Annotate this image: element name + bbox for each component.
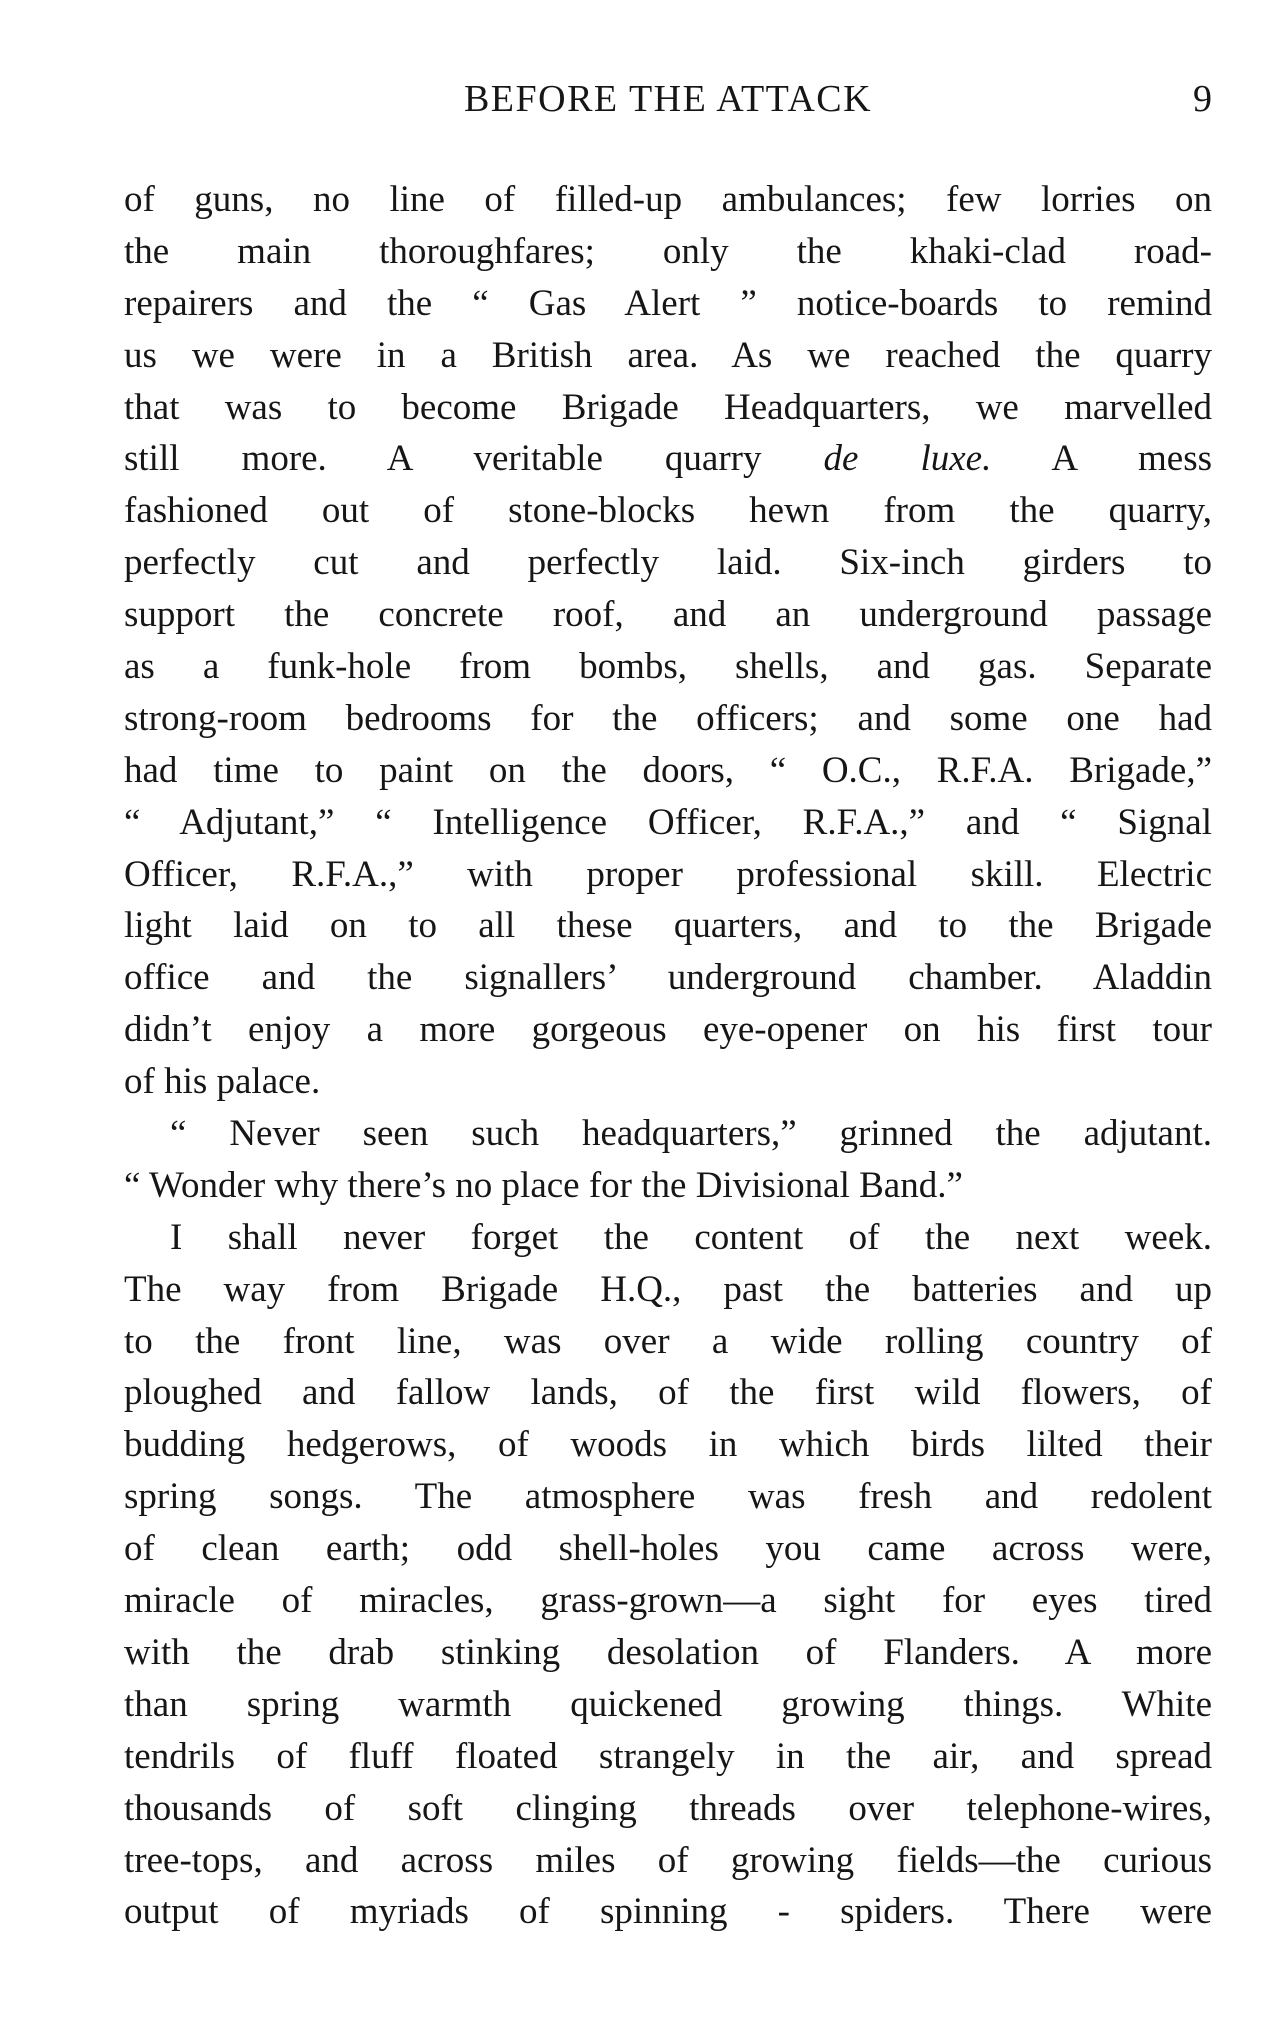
text-line: office and the signallers’ underground chamber. Aladdin (124, 957, 1212, 999)
text-line: budding hedgerows, of woods in which birds lilted their (124, 1424, 1212, 1466)
text-line: as a funk-hole from bombs, shells, and gas. Separate (124, 646, 1212, 688)
text-line: us we were in a British area. As we reached the quarry (124, 334, 1212, 376)
text-line: of clean earth; odd shell-holes you came across were, (124, 1528, 1212, 1570)
text-line: strong-room bedrooms for the officers; and some one had (124, 697, 1212, 739)
text-run: still more. A veritable quarry (124, 438, 824, 480)
text-line: fashioned out of stone-blocks hewn from the quarry, (124, 490, 1212, 532)
text-run: A mess (991, 438, 1213, 480)
text-line: miracle of miracles, grass-grown—a sight for eyes tired (124, 1580, 1212, 1622)
text-line: spring songs. The atmosphere was fresh and redolent (124, 1476, 1212, 1518)
text-line: that was to become Brigade Headquarters, we marvelled (124, 386, 1212, 428)
text-line: had time to paint on the doors, “ O.C., R.F.A. Brigade,” (124, 749, 1212, 791)
text-line: the main thoroughfares; only the khaki-clad road- (124, 230, 1212, 272)
text-line: repairers and the “ Gas Alert ” notice-boards to remind (124, 282, 1212, 324)
text-line: Officer, R.F.A.,” with proper professional skill. Electric (124, 853, 1212, 895)
text-line: with the drab stinking desolation of Flanders. A more (124, 1631, 1212, 1673)
text-line: “ Adjutant,” “ Intelligence Officer, R.F.A.,” and “ Signal (124, 801, 1212, 843)
text-line (124, 433, 1212, 485)
text-line: thousands of soft clinging threads over telephone-wires, (124, 1787, 1212, 1829)
body-text (124, 174, 1212, 1938)
text-line: tree-tops, and across miles of growing fields—the curious (124, 1839, 1212, 1881)
text-line: tendrils of fluff floated strangely in the air, and spread (124, 1735, 1212, 1777)
text-line: “ Wonder why there’s no place for the Divisional Band.” (124, 1164, 963, 1206)
text-line: support the concrete roof, and an underground passage (124, 594, 1212, 636)
text-line: output of myriads of spinning - spiders. There were (124, 1891, 1212, 1933)
text-line: light laid on to all these quarters, and to the Brigade (124, 905, 1212, 947)
text-line: The way from Brigade H.Q., past the batteries and up (124, 1268, 1212, 1310)
text-line: of guns, no line of filled-up ambulances; few lorries on (124, 179, 1212, 220)
text-line: to the front line, was over a wide rolling country of (124, 1320, 1212, 1362)
text-line: perfectly cut and perfectly laid. Six-inch girders to (124, 542, 1212, 584)
text-line: ploughed and fallow lands, of the first wild flowers, of (124, 1372, 1212, 1414)
page-number: 9 (1193, 78, 1212, 120)
running-title: BEFORE THE ATTACK (463, 78, 873, 120)
text-line: than spring warmth quickened growing things. White (124, 1683, 1212, 1725)
italic-phrase: de luxe. (823, 438, 992, 480)
text-line: didn’t enjoy a more gorgeous eye-opener on his first tour (124, 1009, 1212, 1051)
text-line: I shall never forget the content of the next week. (170, 1216, 1212, 1258)
running-head (124, 74, 1212, 124)
text-line: “ Never seen such headquarters,” grinned the adjutant. (170, 1113, 1212, 1155)
text-line: of his palace. (124, 1061, 321, 1103)
